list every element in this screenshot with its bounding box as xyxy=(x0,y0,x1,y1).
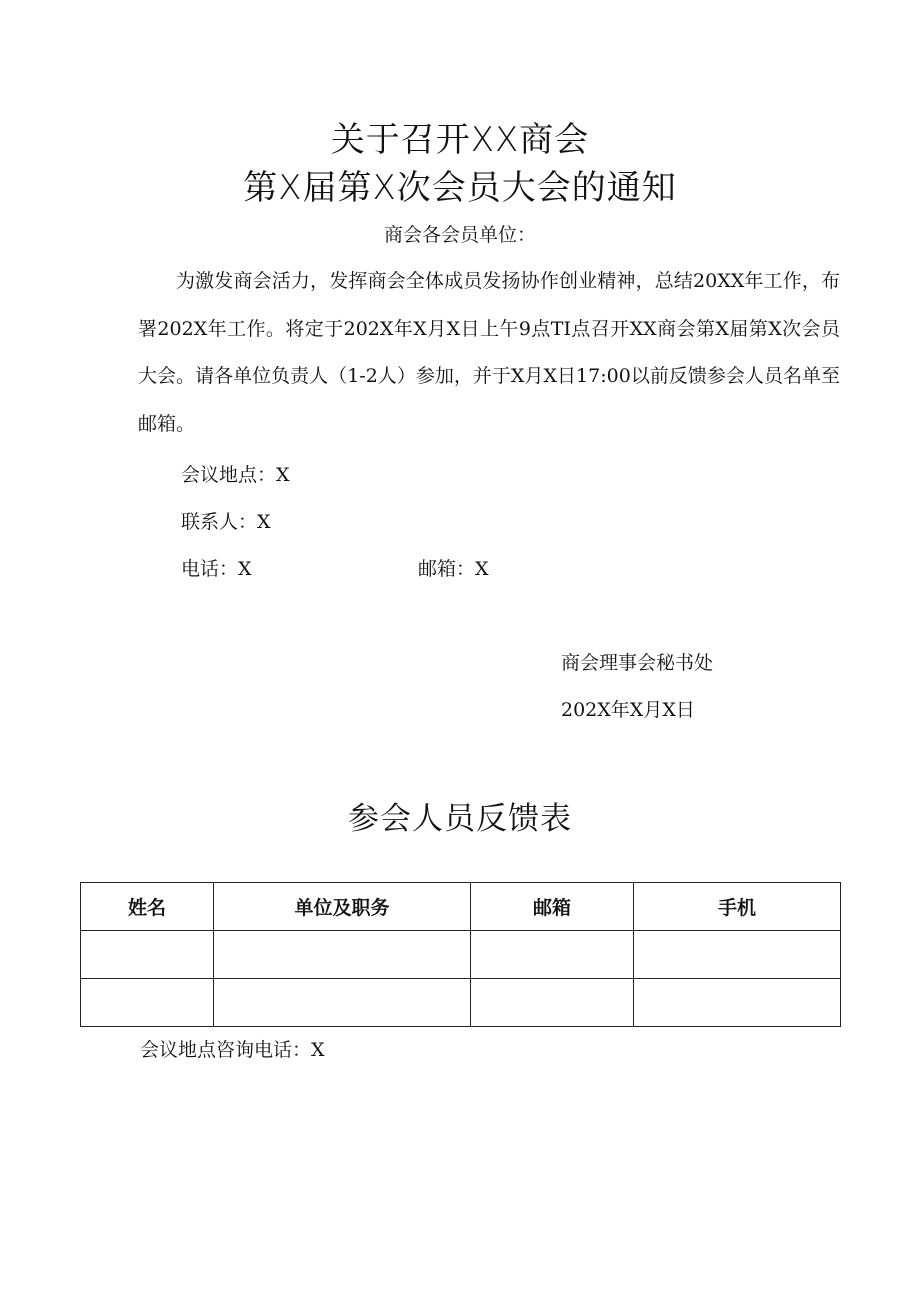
table-cell[interactable] xyxy=(471,931,634,979)
notice-title-line2: 第X届第X次会员大会的通知 xyxy=(243,168,677,208)
table-cell[interactable] xyxy=(634,979,841,1027)
table-cell[interactable] xyxy=(214,979,471,1027)
consultation-phone: 会议地点咨询电话：X xyxy=(140,1039,325,1061)
meeting-location: 会议地点：X xyxy=(181,464,290,486)
notice-date: 202X年X月X日 xyxy=(561,699,695,721)
table-cell[interactable] xyxy=(81,979,214,1027)
table-row xyxy=(81,931,841,979)
table-row xyxy=(81,979,841,1027)
header-mobile: 手机 xyxy=(634,883,841,931)
header-unit-position: 单位及职务 xyxy=(214,883,471,931)
notice-title-line1: 关于召开XX商会 xyxy=(330,120,590,160)
salutation: 商会各会员单位： xyxy=(383,224,536,246)
signature: 商会理事会秘书处 xyxy=(561,652,714,674)
header-name: 姓名 xyxy=(81,883,214,931)
table-cell[interactable] xyxy=(214,931,471,979)
email: 邮箱：X xyxy=(418,558,489,580)
table-cell[interactable] xyxy=(634,931,841,979)
feedback-table xyxy=(80,882,841,1027)
table-header-row xyxy=(81,883,841,931)
table-cell[interactable] xyxy=(471,979,634,1027)
notice-body: 为激发商会活力，发挥商会全体成员发扬协作创业精神，总结20XX年工作，布署202X年工作。将定于202X年X月X日上午9点TI点召开XX商会第X届第X次会员大会。请各单位负责人（1-2人）参加，并于X月X日17:00以前反馈参会人员名单至邮箱。 xyxy=(138,270,840,435)
table-cell[interactable] xyxy=(81,931,214,979)
feedback-table-title: 参会人员反馈表 xyxy=(348,801,572,837)
phone: 电话：X xyxy=(181,558,252,580)
contact-person: 联系人：X xyxy=(181,511,271,533)
header-email: 邮箱 xyxy=(471,883,634,931)
